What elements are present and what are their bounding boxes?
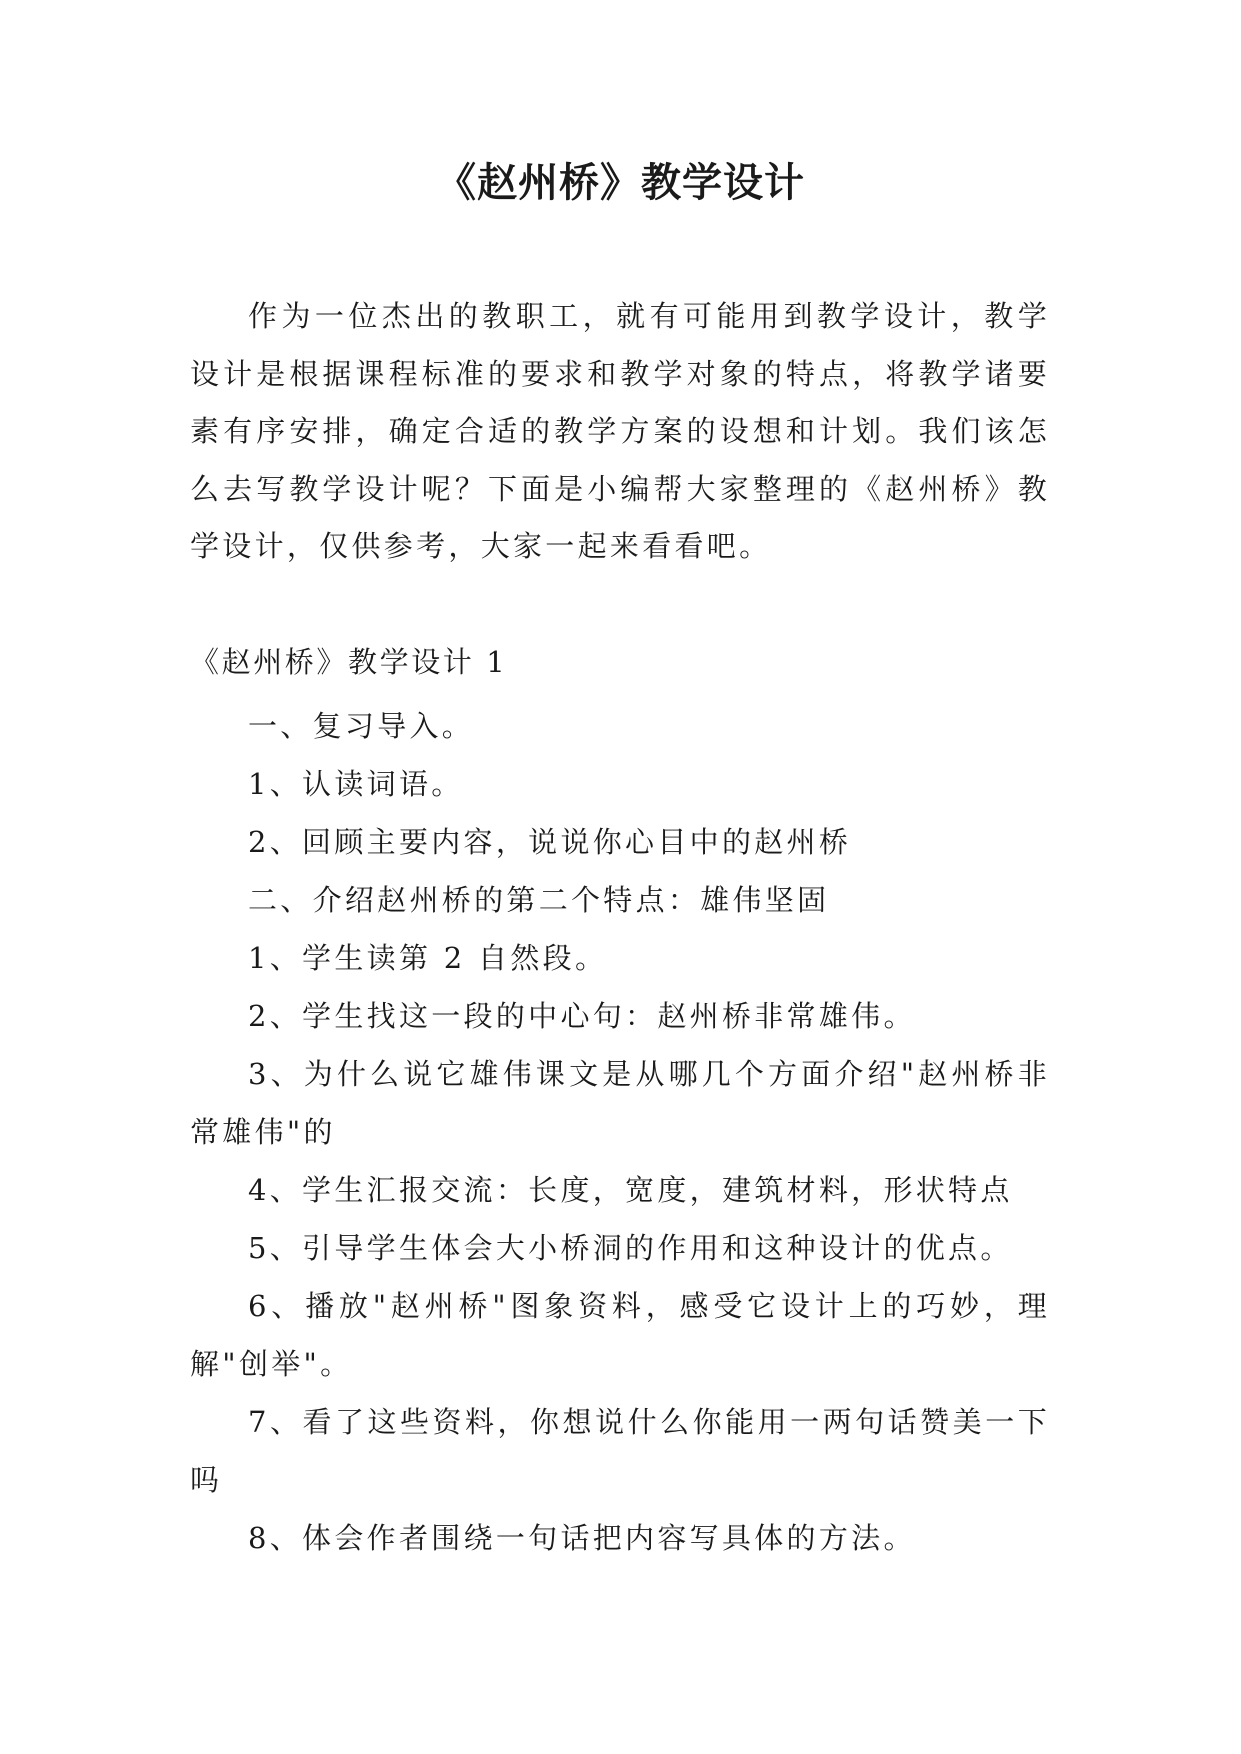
lesson-steps	[190, 697, 1050, 1567]
lesson-step: 8、体会作者围绕一句话把内容写具体的方法。	[248, 1521, 916, 1555]
lesson-step: 3、为什么说它雄伟课文是从哪几个方面介绍"赵州桥非常雄伟"的	[190, 1057, 1050, 1149]
lesson-step: 2、回顾主要内容，说说你心目中的赵州桥	[248, 825, 852, 859]
lesson-step: 4、学生汇报交流：长度，宽度，建筑材料，形状特点	[248, 1173, 1013, 1207]
document-title: 《赵州桥》教学设计	[436, 160, 805, 206]
lesson-step: 1、认读词语。	[248, 767, 464, 801]
lesson-step: 1、学生读第 2 自然段。	[248, 941, 608, 975]
lesson-step: 二、介绍赵州桥的第二个特点：雄伟坚固	[248, 883, 830, 917]
lesson-step: 7、看了这些资料，你想说什么你能用一两句话赞美一下吗	[190, 1405, 1050, 1497]
section-heading: 《赵州桥》教学设计 1	[190, 645, 508, 679]
lesson-step: 6、播放"赵州桥"图象资料，感受它设计上的巧妙，理解"创举"。	[190, 1289, 1050, 1381]
intro-paragraph: 作为一位杰出的教职工，就有可能用到教学设计，教学设计是根据课程标准的要求和教学对象的特点，将教学诸要素有序安排，确定合适的教学方案的设想和计划。我们该怎么去写教学设计呢？下面是小编帮大家整理的《赵州桥》教学设计，仅供参考，大家一起来看看吧。	[190, 299, 1050, 563]
lesson-step: 5、引导学生体会大小桥洞的作用和这种设计的优点。	[248, 1231, 1013, 1265]
lesson-step: 一、复习导入。	[248, 709, 475, 743]
lesson-step: 2、学生找这一段的中心句：赵州桥非常雄伟。	[248, 999, 916, 1033]
